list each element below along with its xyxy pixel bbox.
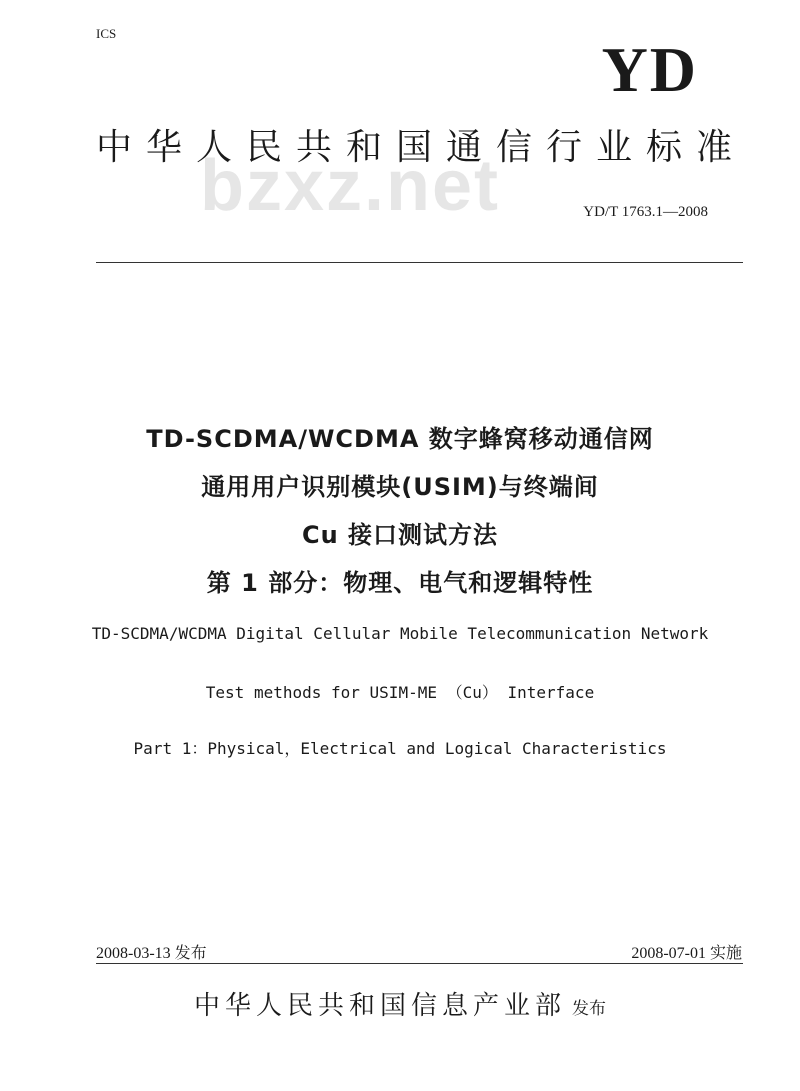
cn-title-line-2: 通用用户识别模块(USIM)与终端间: [201, 473, 599, 501]
bottom-divider: [96, 963, 743, 964]
ics-label: ICS: [96, 26, 117, 41]
implementation-date: 2008-07-01 实施: [631, 945, 742, 962]
issuer-line: [0, 985, 800, 1022]
cn-title-line-4: 第 1 部分：物理、电气和逻辑特性: [206, 569, 594, 597]
cn-title-line-3: Cu 接口测试方法: [301, 521, 499, 549]
watermark: bzxz.net: [200, 146, 501, 226]
standard-number: YD/T 1763.1—2008: [583, 204, 708, 220]
issue-date: 2008-03-13 发布: [96, 945, 207, 962]
cn-title-line-1: TD-SCDMA/WCDMA 数字蜂窝移动通信网: [146, 425, 654, 453]
issuer-organization: 中华人民共和国信息产业部: [193, 991, 566, 1021]
en-title-line-1: TD-SCDMA/WCDMA Digital Cellular Mobile Telecommunication Network: [91, 624, 709, 643]
chinese-title-block: [0, 415, 800, 607]
yd-logo: YD: [601, 34, 698, 105]
top-divider: [96, 262, 743, 263]
en-title-line-3: Part 1：Physical，Electrical and Logical Characteristics: [133, 739, 667, 758]
en-title-line-2: Test methods for USIM-ME （Cu） Interface: [205, 683, 595, 702]
issuer-suffix: 发布: [572, 999, 606, 1019]
standard-category-title: 中华人民共和国通信行业标准: [96, 127, 747, 168]
